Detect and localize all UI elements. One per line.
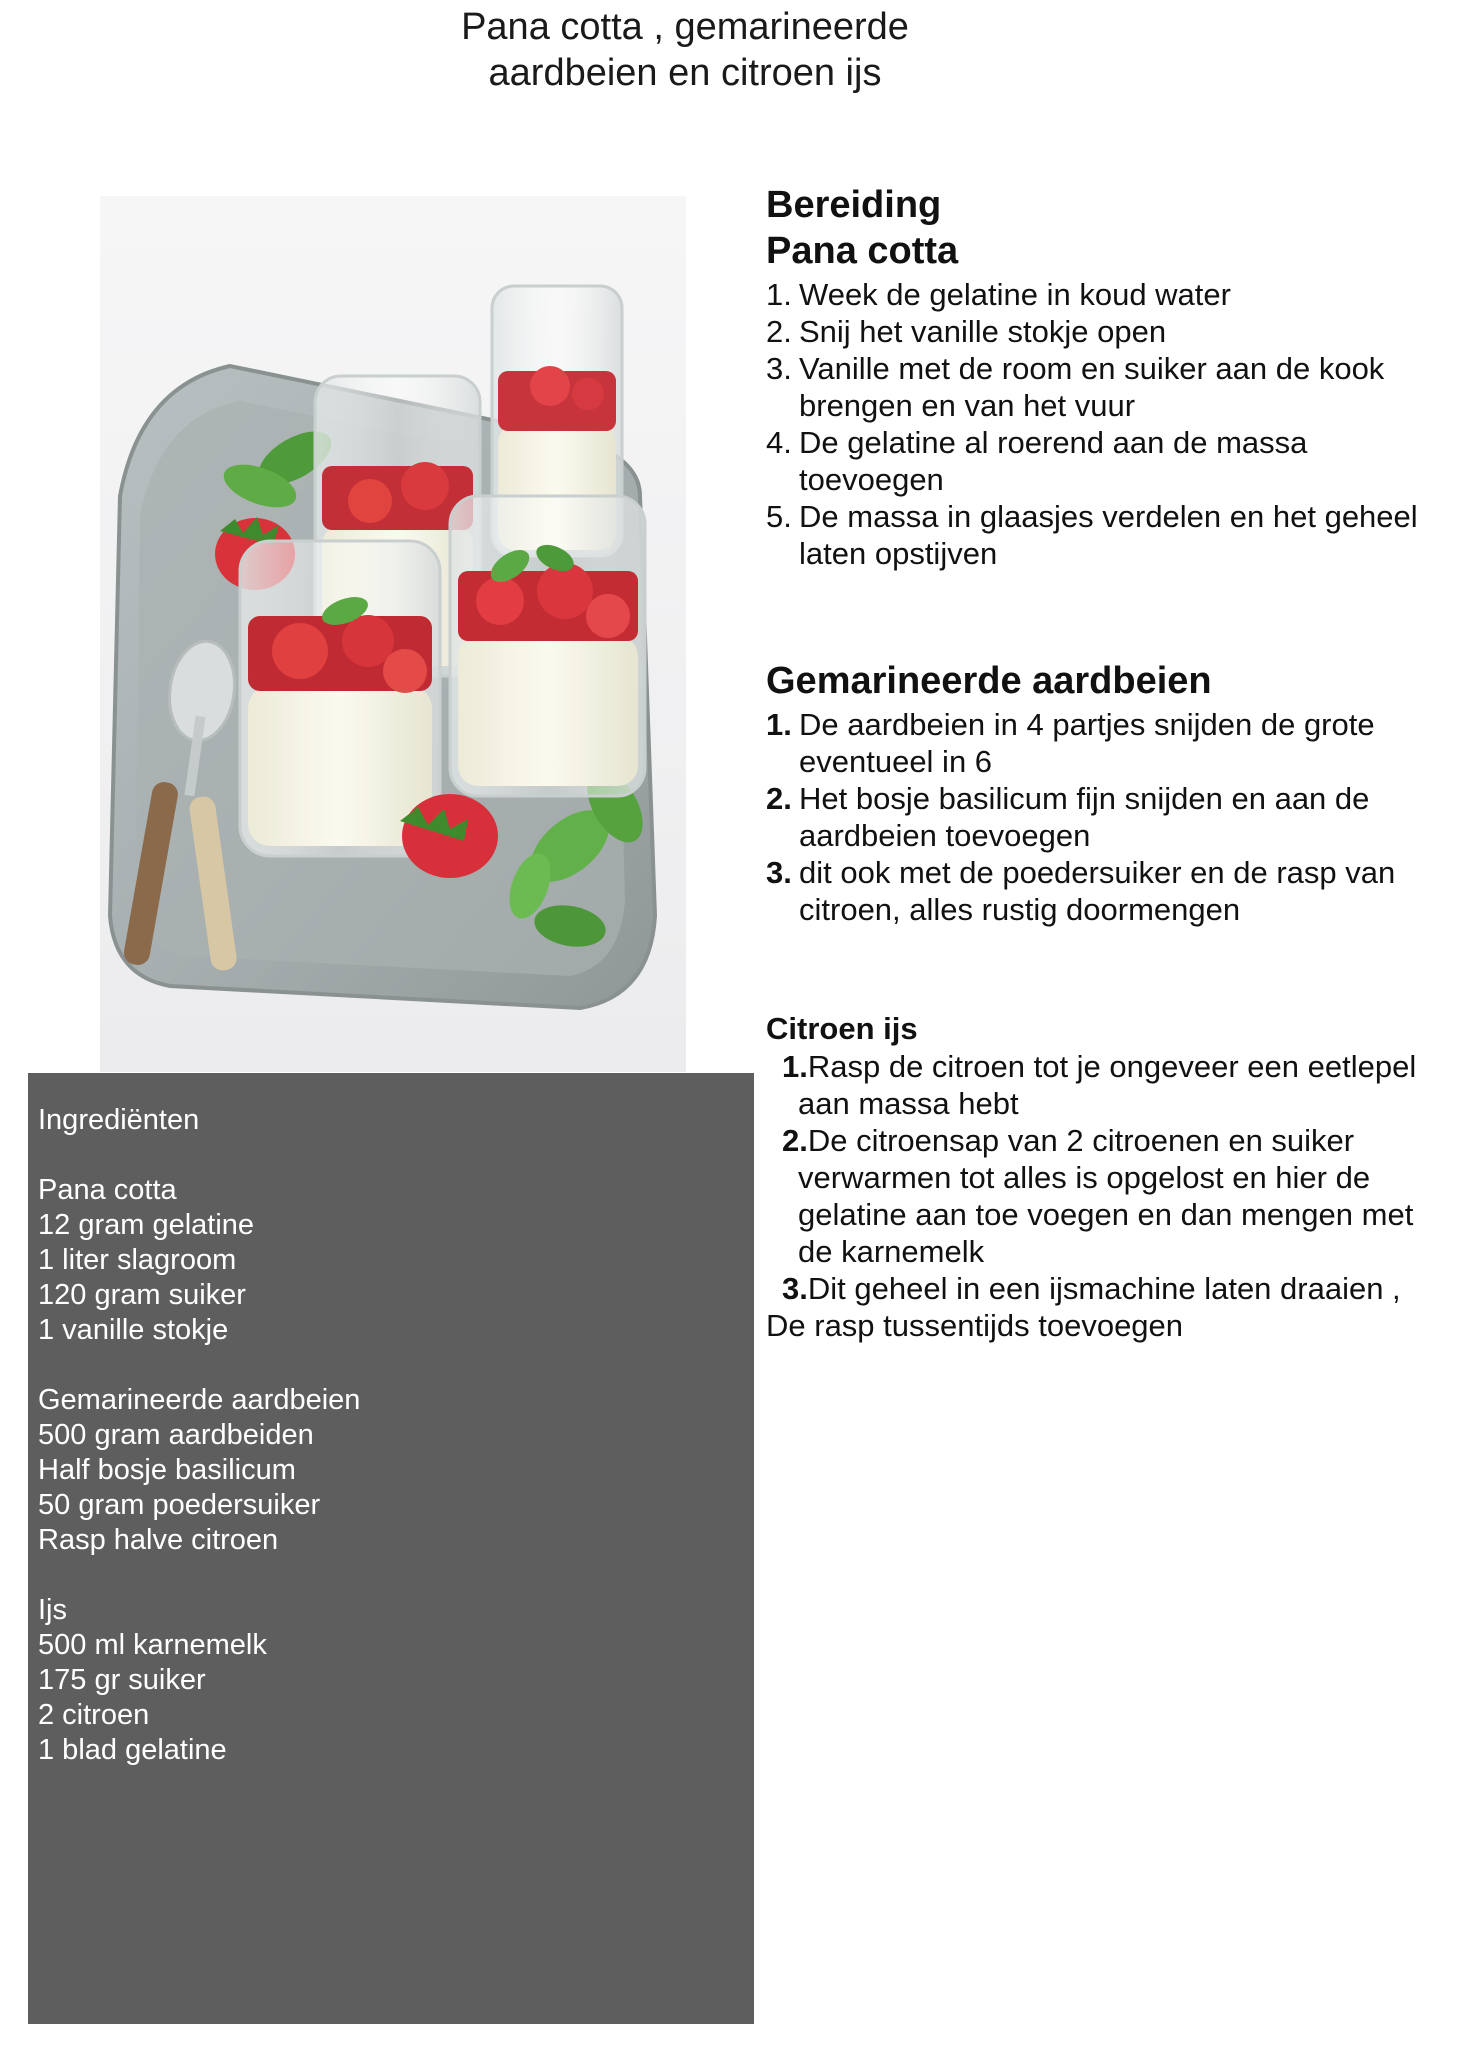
step-number: 3.: [766, 855, 792, 890]
ingredients-section-title: Gemarineerde aardbeien: [38, 1384, 361, 1416]
step-text: De citroensap van 2 citroenen en suiker verwarmen tot alles is opgelost en hier de gelatine aan toe voegen en dan mengen met de karnemelk: [798, 1123, 1414, 1269]
ingredient-item: 500 gram aardbeiden: [38, 1419, 314, 1451]
dessert-photo: [100, 196, 686, 1072]
ingredients-section-title: Pana cotta: [38, 1174, 177, 1206]
list-item: [766, 350, 1446, 424]
ingredients-heading: Ingrediënten: [38, 1104, 200, 1136]
step-text: Week de gelatine in koud water: [799, 277, 1231, 312]
list-item: [766, 706, 1446, 780]
step-number: 3.: [766, 351, 792, 386]
step-text: De massa in glaasjes verdelen en het geheel laten opstijven: [799, 499, 1418, 571]
list-item: [766, 276, 1446, 313]
step-text: Snij het vanille stokje open: [799, 314, 1167, 349]
ingredients-section-title: Ijs: [38, 1594, 67, 1626]
preparation-column: [766, 182, 1446, 1344]
ingredient-item: 12 gram gelatine: [38, 1209, 255, 1241]
ingredient-item: Rasp halve citroen: [38, 1524, 279, 1556]
ingredient-item: 1 liter slagroom: [38, 1244, 237, 1276]
step-continuation: De rasp tussentijds toevoegen: [766, 1308, 1184, 1343]
step-number: 5.: [766, 499, 792, 534]
step-number: 2.: [782, 1123, 808, 1158]
list-item: [766, 1270, 1446, 1344]
step-text: Dit geheel in een ijsmachine laten draaien ,: [807, 1271, 1401, 1306]
pana-cotta-steps: [766, 276, 1446, 572]
list-item: [766, 780, 1446, 854]
ingredient-item: 1 vanille stokje: [38, 1314, 229, 1346]
step-number: 2.: [766, 314, 792, 349]
step-text: De aardbeien in 4 partjes snijden de grote eventueel in 6: [799, 707, 1375, 779]
citroen-ijs-steps: [766, 1048, 1446, 1344]
document-title: [380, 4, 990, 96]
ingredient-item: 500 ml karnemelk: [38, 1629, 267, 1661]
ingredients-panel: [28, 1073, 754, 2024]
list-item: [766, 498, 1446, 572]
step-number: 3.: [782, 1271, 808, 1306]
title-line-2: aardbeien en citroen ijs: [488, 52, 882, 94]
title-line-1: Pana cotta , gemarineerde: [461, 6, 909, 48]
aardbeien-steps: [766, 706, 1446, 928]
aardbeien-heading: Gemarineerde aardbeien: [766, 660, 1212, 702]
step-text: Vanille met de room en suiker aan de kook brengen en van het vuur: [799, 351, 1385, 423]
ingredient-item: Half bosje basilicum: [38, 1454, 296, 1486]
list-item: [782, 1048, 1446, 1122]
step-text: De gelatine al roerend aan de massa toevoegen: [799, 425, 1308, 497]
citroen-ijs-heading: Citroen ijs: [766, 1011, 918, 1046]
preparation-heading: Bereiding: [766, 184, 942, 226]
list-item: [782, 1122, 1446, 1270]
step-number: 1.: [782, 1049, 808, 1084]
pana-cotta-heading: Pana cotta: [766, 230, 959, 272]
list-item: [766, 424, 1446, 498]
ingredient-item: 2 citroen: [38, 1699, 150, 1731]
ingredient-item: 1 blad gelatine: [38, 1734, 227, 1766]
list-item: [766, 854, 1446, 928]
step-number: 1.: [766, 277, 792, 312]
step-number: 2.: [766, 781, 792, 816]
step-number: 1.: [766, 707, 792, 742]
ingredient-item: 50 gram poedersuiker: [38, 1489, 321, 1521]
step-text: Het bosje basilicum fijn snijden en aan de aardbeien toevoegen: [799, 781, 1370, 853]
ingredient-item: 120 gram suiker: [38, 1279, 246, 1311]
ingredient-item: 175 gr suiker: [38, 1664, 206, 1696]
step-text: Rasp de citroen tot je ongeveer een eetlepel aan massa hebt: [798, 1049, 1417, 1121]
step-number: 4.: [766, 425, 792, 460]
list-item: [766, 313, 1446, 350]
step-text: dit ook met de poedersuiker en de rasp van citroen, alles rustig doormengen: [799, 855, 1396, 927]
